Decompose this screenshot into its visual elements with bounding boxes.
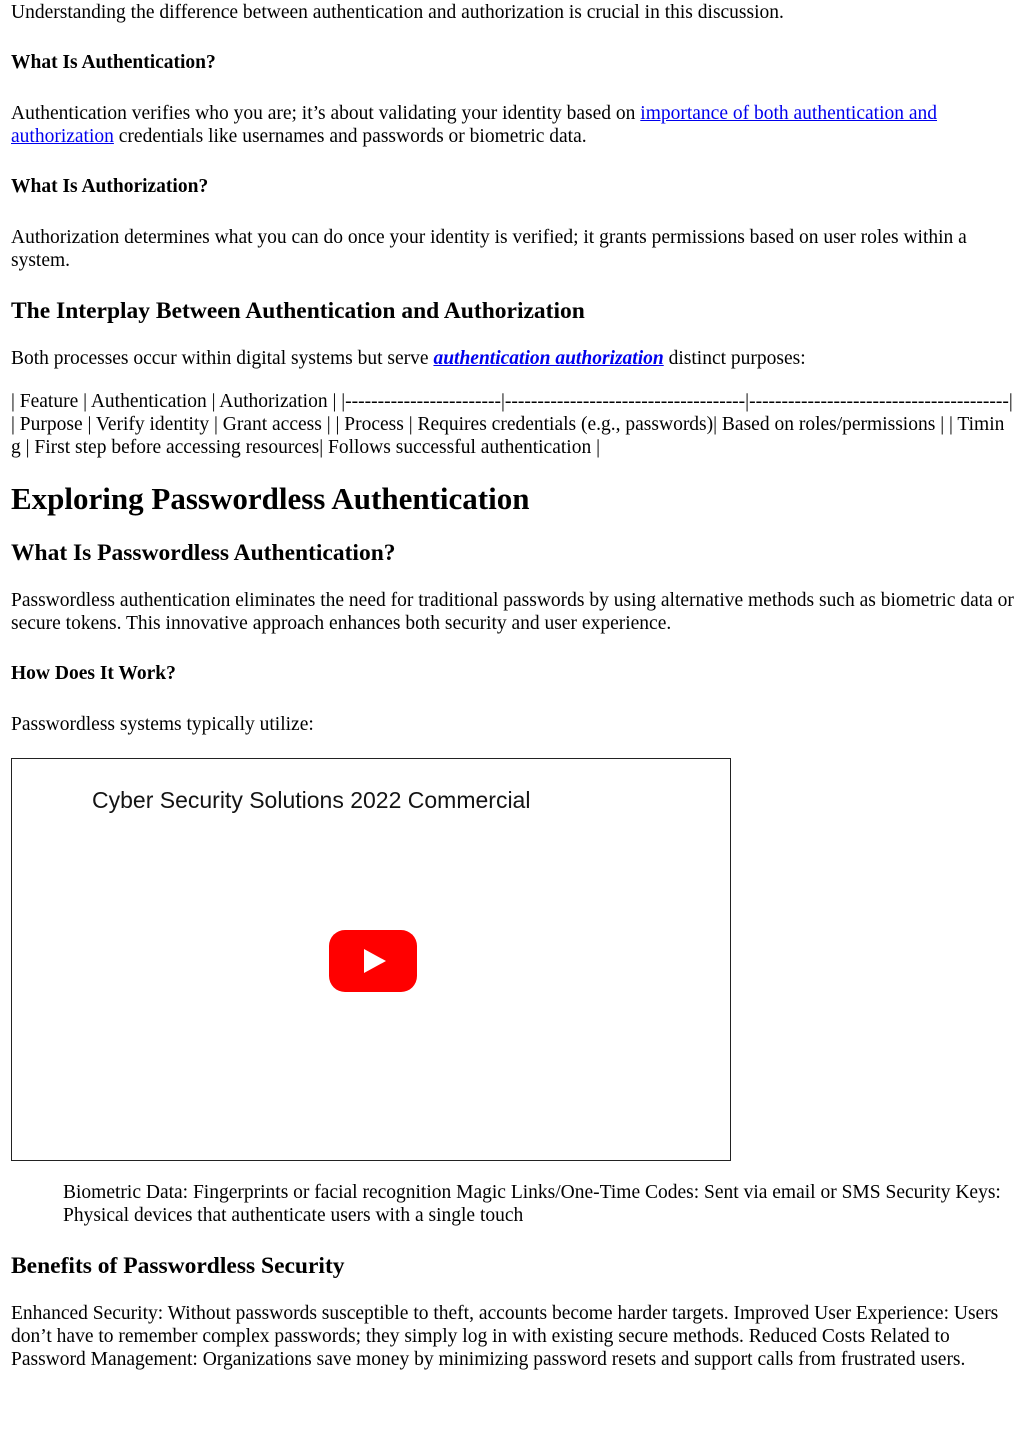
heading-benefits: Benefits of Passwordless Security	[11, 1253, 345, 1279]
authorization-paragraph: Authorization determines what you can do once your identity is verified; it grants permissions based on user roles within a system.	[11, 227, 967, 271]
video-embed[interactable]	[11, 758, 731, 1161]
comparison-table-text: | Feature | Authentication | Authorization | |------------------------|-------------------------------------|----------------------------------------| | Purpose | Verify identity | Grant access | | Process | Requires credentials (e.g., passwords)| Based on roles/permissions | | Timing | First step before accessing resources| Follows successful authentication |	[11, 391, 1013, 458]
heading-what-is-authentication: What Is Authentication?	[11, 52, 216, 73]
authentication-authorization-link[interactable]: authentication authorization	[433, 348, 664, 369]
importance-link[interactable]: importance of both authentication and authorization	[11, 103, 938, 147]
interplay-paragraph	[11, 347, 1014, 370]
how-it-works-paragraph: Passwordless systems typically utilize:	[11, 714, 314, 735]
authentication-paragraph	[11, 102, 1014, 148]
heading-what-is-passwordless: What Is Passwordless Authentication?	[11, 540, 396, 566]
interplay-text-before: Both processes occur within digital systems but serve	[11, 348, 434, 369]
methods-list-text: Biometric Data: Fingerprints or facial recognition Magic Links/One-Time Codes: Sent via email or SMS Security Keys: Physical devices that authenticate users with a single touch	[63, 1182, 1001, 1226]
heading-how-it-works: How Does It Work?	[11, 663, 176, 684]
authentication-text-after: credentials like usernames and passwords or biometric data.	[113, 126, 587, 147]
passwordless-paragraph: Passwordless authentication eliminates the need for traditional passwords by using alternative methods such as biometric data or secure tokens. This innovative approach enhances both security and user experience.	[11, 590, 1014, 634]
video-title[interactable]: Cyber Security Solutions 2022 Commercial	[92, 787, 531, 813]
authentication-text-before: Authentication verifies who you are; it’s about validating your identity based on	[11, 103, 641, 124]
interplay-text-after: distinct purposes:	[663, 348, 806, 369]
heading-interplay: The Interplay Between Authentication and Authorization	[11, 298, 585, 324]
benefits-paragraph: Enhanced Security: Without passwords susceptible to theft, accounts become harder targets. Improved User Experience: Users don’t have to remember complex passwords; they simply log in with existing secure methods. Reduced Costs Related to Password Management: Organizations save money by minimizing password resets and support calls from frustrated users.	[11, 1303, 999, 1370]
heading-what-is-authorization: What Is Authorization?	[11, 176, 209, 197]
intro-paragraph: Understanding the difference between authentication and authorization is crucial in this discussion.	[11, 2, 784, 23]
heading-exploring-passwordless: Exploring Passwordless Authentication	[11, 481, 530, 516]
youtube-play-icon[interactable]	[329, 930, 417, 992]
